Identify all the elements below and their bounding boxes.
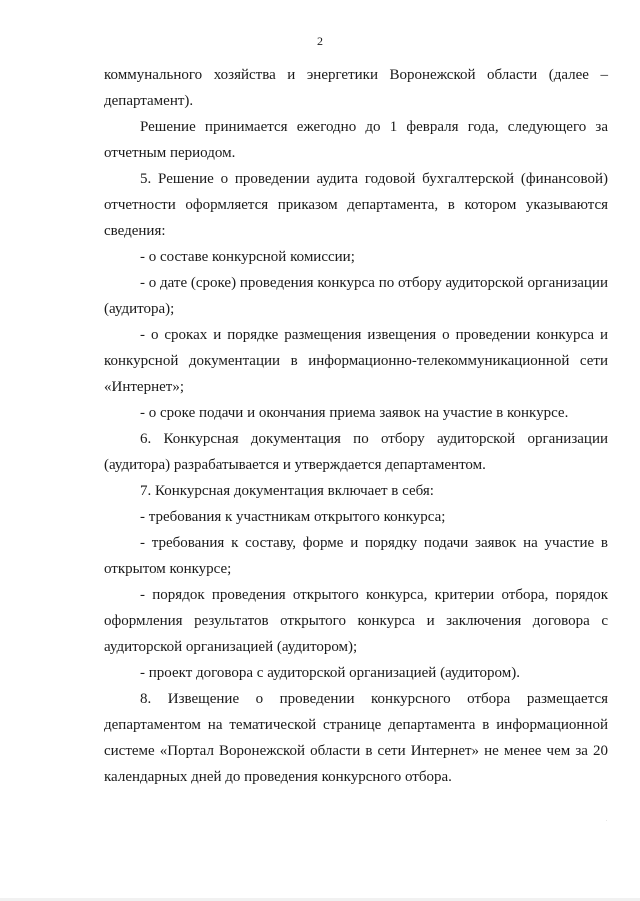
document-body [104, 62, 608, 790]
scan-speck [606, 820, 607, 821]
list-item-participant-requirements: - требования к участникам открытого конкурса; [140, 509, 446, 525]
list-item-contest-date: - о дате (сроке) проведения конкурса по отбору аудиторской организации (аудитора); [104, 275, 608, 317]
list-item-commission: - о составе конкурсной комиссии; [140, 249, 355, 265]
paragraph-item-7: 7. Конкурсная документация включает в себя: [140, 483, 434, 499]
list-item-contract-draft: - проект договора с аудиторской организацией (аудитором). [140, 665, 520, 681]
list-item-application-deadline: - о сроке подачи и окончания приема заявок на участие в конкурсе. [140, 405, 569, 421]
list-item-contest-procedure: - порядок проведения открытого конкурса, критерии отбора, порядок оформления результатов открытого конкурса и заключения договора с аудиторской организацией (аудитором); [104, 587, 608, 655]
paragraph-item-8: 8. Извещение о проведении конкурсного отбора размещается департаментом на тематической странице департамента в информационной системе «Портал Воронежской области в сети Интернет» не менее чем за 20 календарных дней до проведения конкурсного отбора. [104, 691, 608, 785]
list-item-notice-terms: - о сроках и порядке размещения извещения о проведении конкурса и конкурсной документации в информационно-телекоммуникационной сети «Интернет»; [104, 327, 608, 395]
paragraph-continuation: коммунального хозяйства и энергетики Воронежской области (далее – департамент). [104, 67, 608, 109]
paragraph-item-6: 6. Конкурсная документация по отбору аудиторской организации (аудитора) разрабатывается и утверждается департаментом. [104, 431, 608, 473]
paragraph-decision-deadline: Решение принимается ежегодно до 1 февраля года, следующего за отчетным периодом. [104, 119, 608, 161]
list-item-application-requirements: - требования к составу, форме и порядку подачи заявок на участие в открытом конкурсе; [104, 535, 608, 577]
page-number: 2 [317, 34, 323, 48]
paragraph-item-5: 5. Решение о проведении аудита годовой бухгалтерской (финансовой) отчетности оформляется приказом департамента, в котором указываются сведения: [104, 171, 608, 239]
